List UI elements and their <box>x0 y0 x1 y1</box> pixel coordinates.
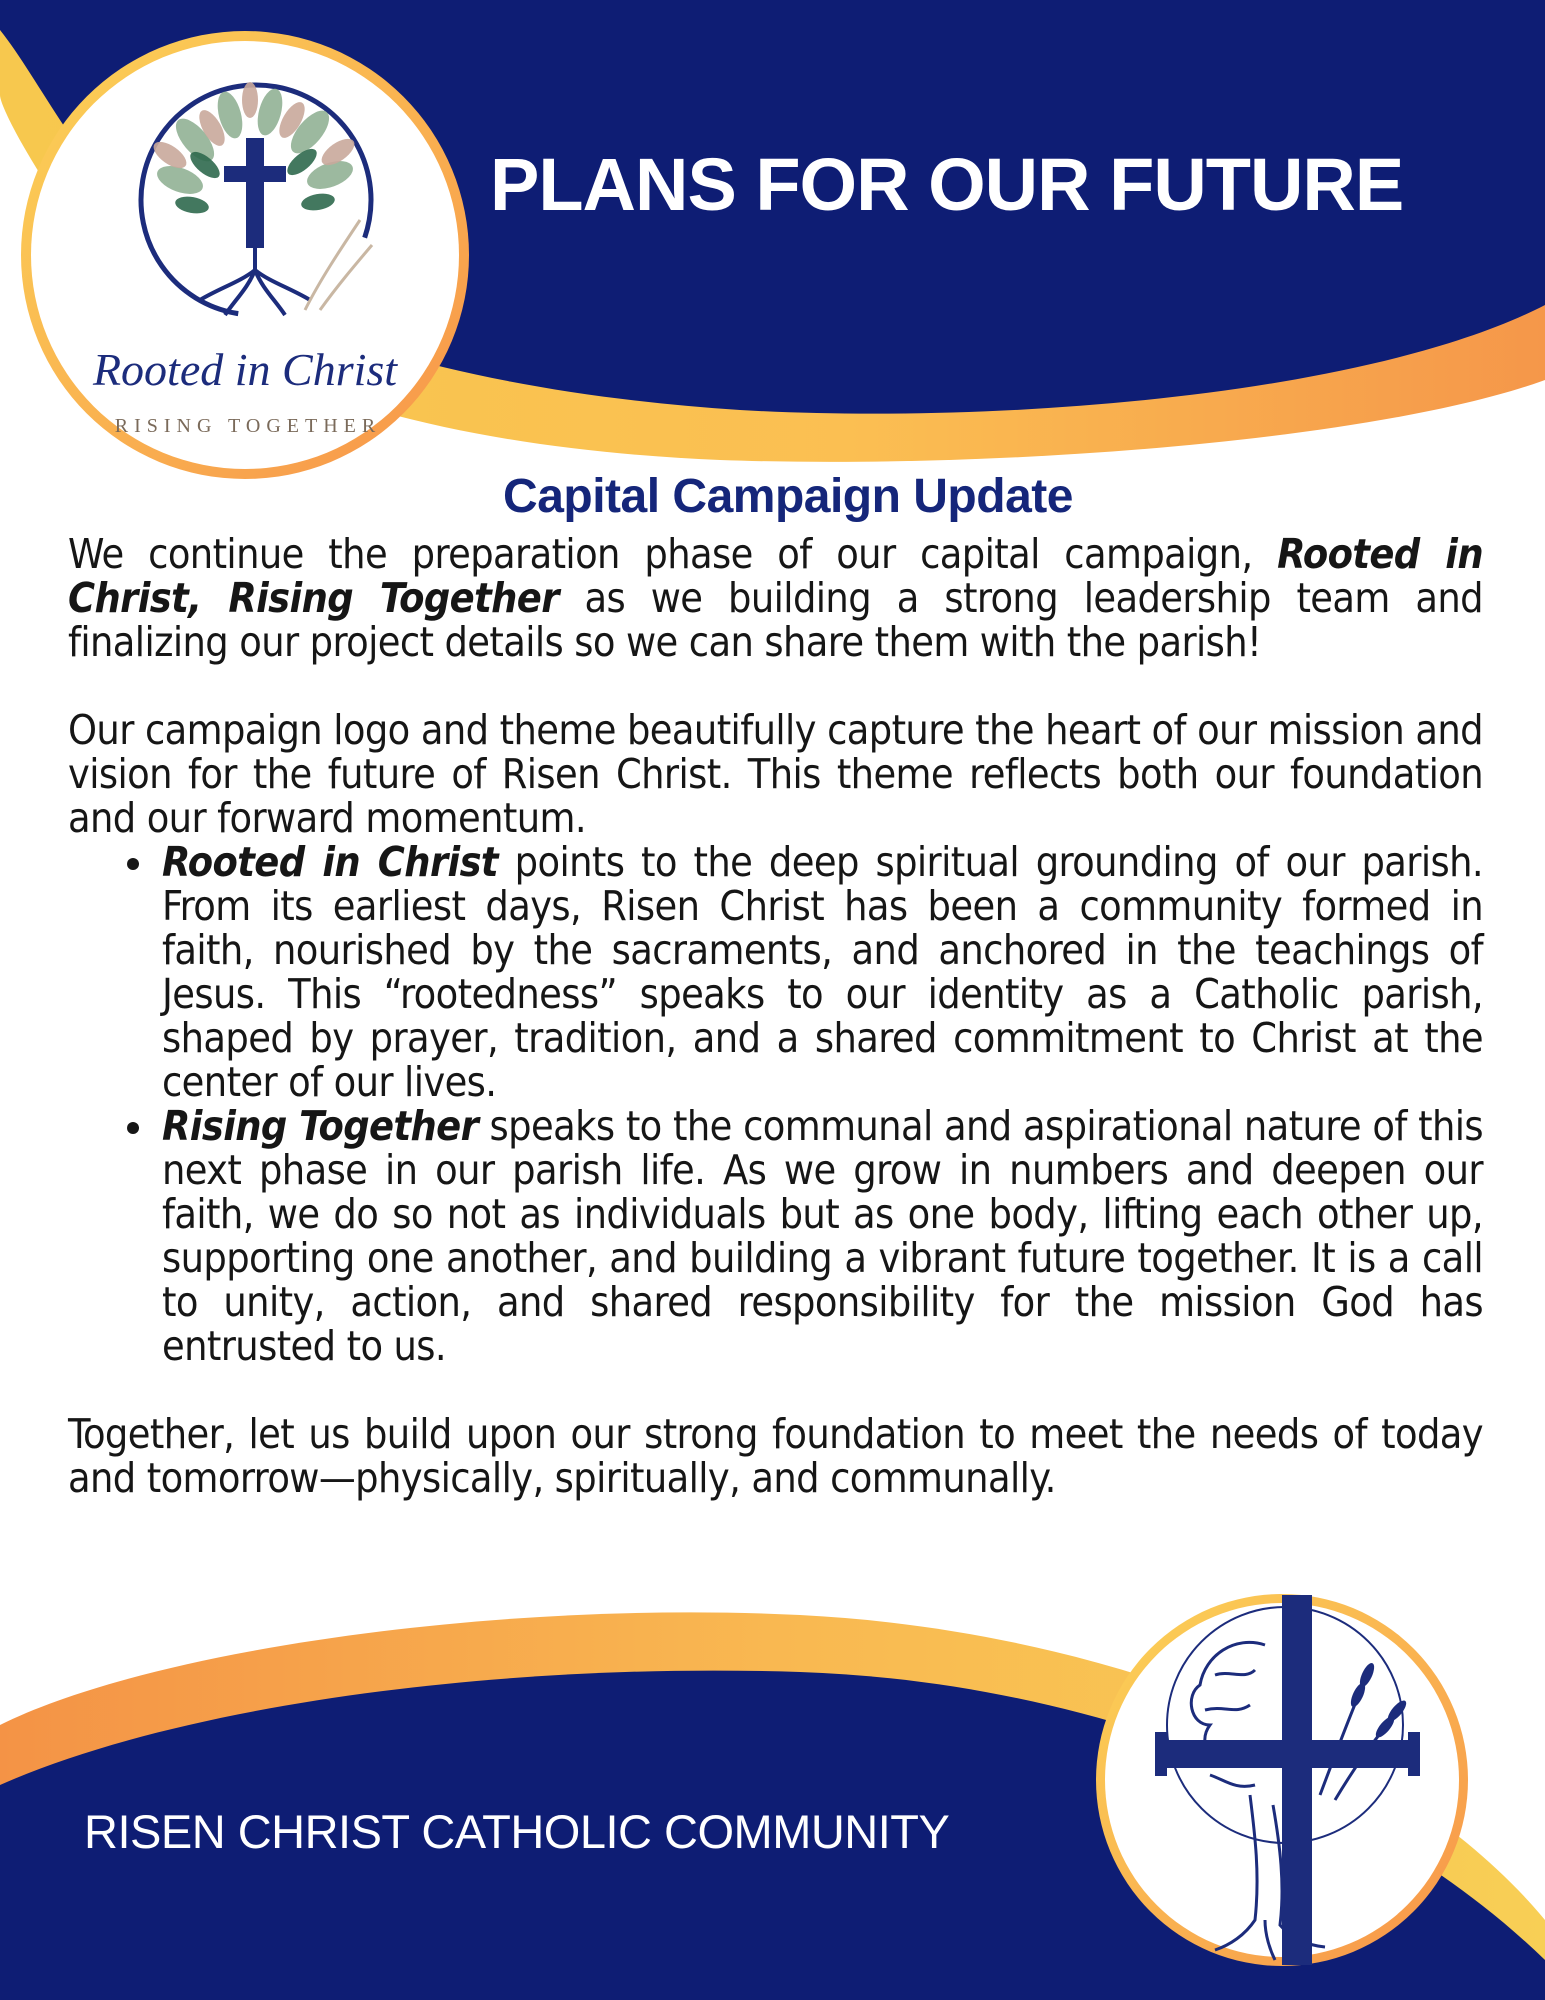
theme-paragraph: Our campaign logo and theme beautifully capture the heart of our mission and vision for the future of Risen Christ. This theme reflects both our foundation and our forward momentum. <box>68 706 1483 842</box>
logo-tagline: RISING TOGETHER <box>114 415 382 437</box>
community-name: RISEN CHRIST CATHOLIC COMMUNITY <box>84 1805 950 1858</box>
campaign-name-emphasis: Rooted in Christ, Rising Together <box>68 530 1483 622</box>
parish-cross-tree-icon <box>1095 1575 1470 1985</box>
intro-text-after: as we building a strong leadership team and finalizing our project details so we can share them with the parish! <box>68 574 1483 666</box>
main-content <box>68 470 1483 1500</box>
intro-paragraph <box>68 532 1483 664</box>
intro-text-before: We continue the preparation phase of our capital campaign, <box>68 530 1278 578</box>
theme-bullet-list <box>68 840 1483 1368</box>
logo-script-text: Rooted in Christ <box>92 344 398 395</box>
list-item <box>158 840 1483 1104</box>
bullet-text: points to the deep spiritual grounding of our parish. From its earliest days, Risen Christ has been a community formed in faith, nourished by the sacraments, and anchored in the teachings of Jesus. This “rootedness” speaks to our identity as a Catholic parish, shaped by prayer, tradition, and a shared commitment to Christ at the center of our lives. <box>162 838 1483 1106</box>
bullet-term: Rooted in Christ <box>162 838 498 886</box>
bullet-text: speaks to the communal and aspirational nature of this next phase in our parish life. As we grow in numbers and deepen our faith, we do so not as individuals but as one body, lifting each other up, supporting one another, and building a vibrant future together. It is a call to unity, action, and shared responsibility for the mission God has entrusted to us. <box>162 1102 1483 1370</box>
closing-paragraph: Together, let us build upon our strong foundation to meet the needs of today and tomorrow—physically, spiritually, and communally. <box>68 1410 1483 1502</box>
bullet-term: Rising Together <box>162 1102 479 1150</box>
list-item <box>158 1104 1483 1368</box>
page-title: PLANS FOR OUR FUTURE <box>490 143 1404 226</box>
campaign-logo-icon <box>20 20 470 490</box>
section-subtitle: Capital Campaign Update <box>503 470 1073 523</box>
